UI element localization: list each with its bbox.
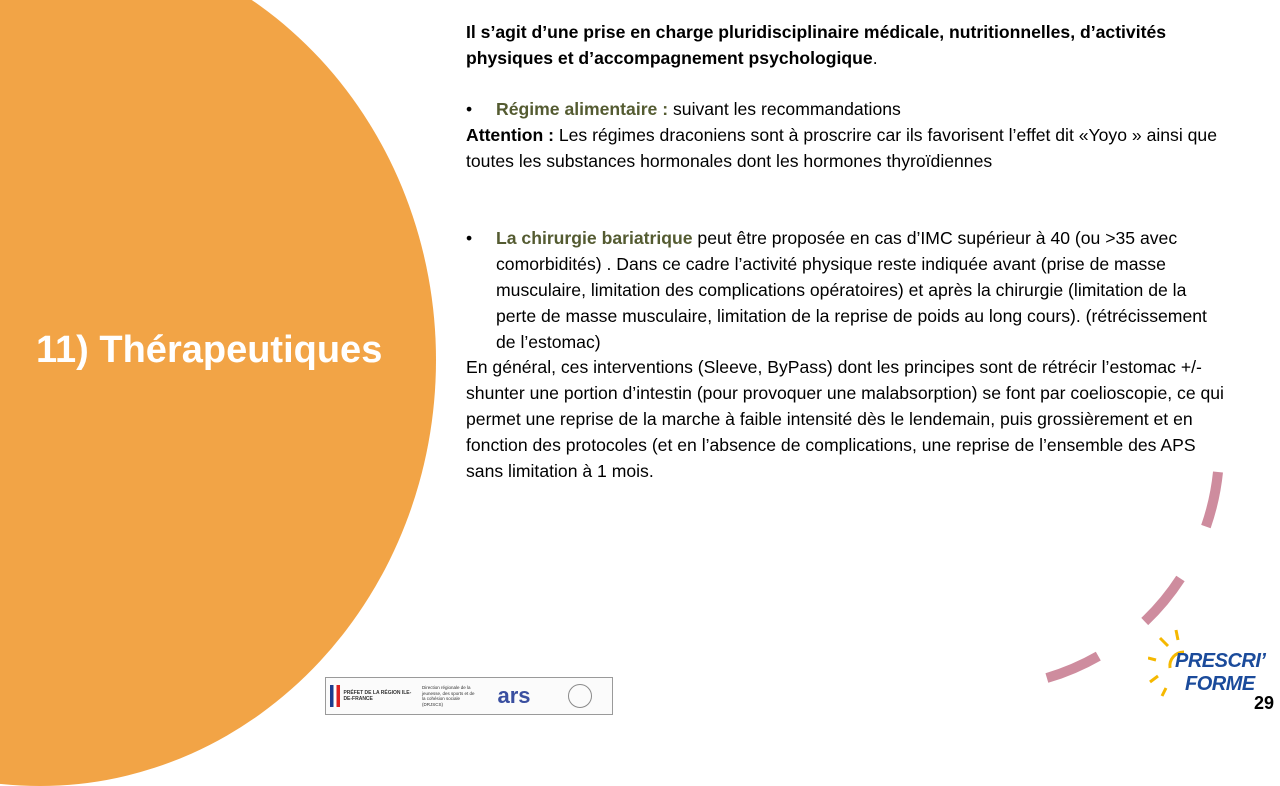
attention-paragraph [466, 123, 1226, 175]
intro-bold-text: Il s’agit d’une prise en charge pluridisciplinaire médicale, nutritionnelles, d’activités physiques et d’accompagnement psychologique [466, 22, 1167, 68]
prefet-logo [330, 685, 416, 707]
bullet-chirurgie [466, 226, 1226, 355]
prescriforme-line2: FORME [1185, 673, 1255, 695]
attention-text: Les régimes draconiens sont à proscrire car ils favorisent l’effet dit «Yoyo » ainsi que toutes les substances hormonales dont les hormones thyroïdiennes [466, 125, 1217, 171]
ars-text: ars [497, 683, 531, 708]
bullet-text-regime: suivant les recommandations [668, 99, 901, 120]
ars-logo [484, 684, 544, 708]
prescriforme-line1: PRESCRI’ [1175, 650, 1266, 672]
slide-title: 11) Thérapeutiques [36, 329, 383, 371]
intro-paragraph [466, 20, 1226, 72]
marianne-icon [330, 685, 340, 707]
bullet-mark: • [466, 99, 473, 120]
bullet-text-chirurgie: peut être proposée en cas d’IMC supérieur à 40 (ou >35 avec comorbidités) . Dans ce cadre l’activité physique reste indiquée avant (prise de masse musculaire, limitation des complications opératoires) et après la chirurgie (limitation de la perte de masse musculaire, limitation de la reprise de poids au long cours). (rétrécissement de l’estomac) [496, 228, 1207, 352]
attention-label: Attention : [466, 125, 554, 146]
intro-end: . [872, 47, 878, 68]
page-number: 29 [1254, 693, 1275, 713]
seal-icon [568, 684, 592, 708]
decorative-orange-circle [0, 0, 436, 786]
prescriforme-logo [1148, 628, 1266, 700]
bullet-mark: • [466, 228, 473, 249]
prefet-text: PRÉFET DE LA RÉGION ILE-DE-FRANCE [343, 690, 412, 702]
drjscs-text: Direction régionale de la jeunesse, des sports et de la cohésion sociale (DRJSCS) [422, 685, 475, 707]
partner-logos-strip [325, 677, 613, 715]
bullet-term-chirurgie: La chirurgie bariatrique [496, 228, 693, 249]
bullet-regime [466, 97, 1226, 123]
bullet-term-regime: Régime alimentaire : [496, 99, 669, 120]
slide-body [466, 20, 1226, 484]
conclusion-paragraph: En général, ces interventions (Sleeve, ByPass) dont les principes sont de rétrécir l’estomac +/- shunter une portion d’intestin (pour provoquer une malabsorption) se font par coelioscopie, ce qui permet une reprise de la marche à faible intensité dès le lendemain, puis grossièrement et en fonction des protocoles (et en l’absence de complications, une reprise de l’ensemble des APS sans limitation à 1 mois. [466, 357, 1224, 481]
